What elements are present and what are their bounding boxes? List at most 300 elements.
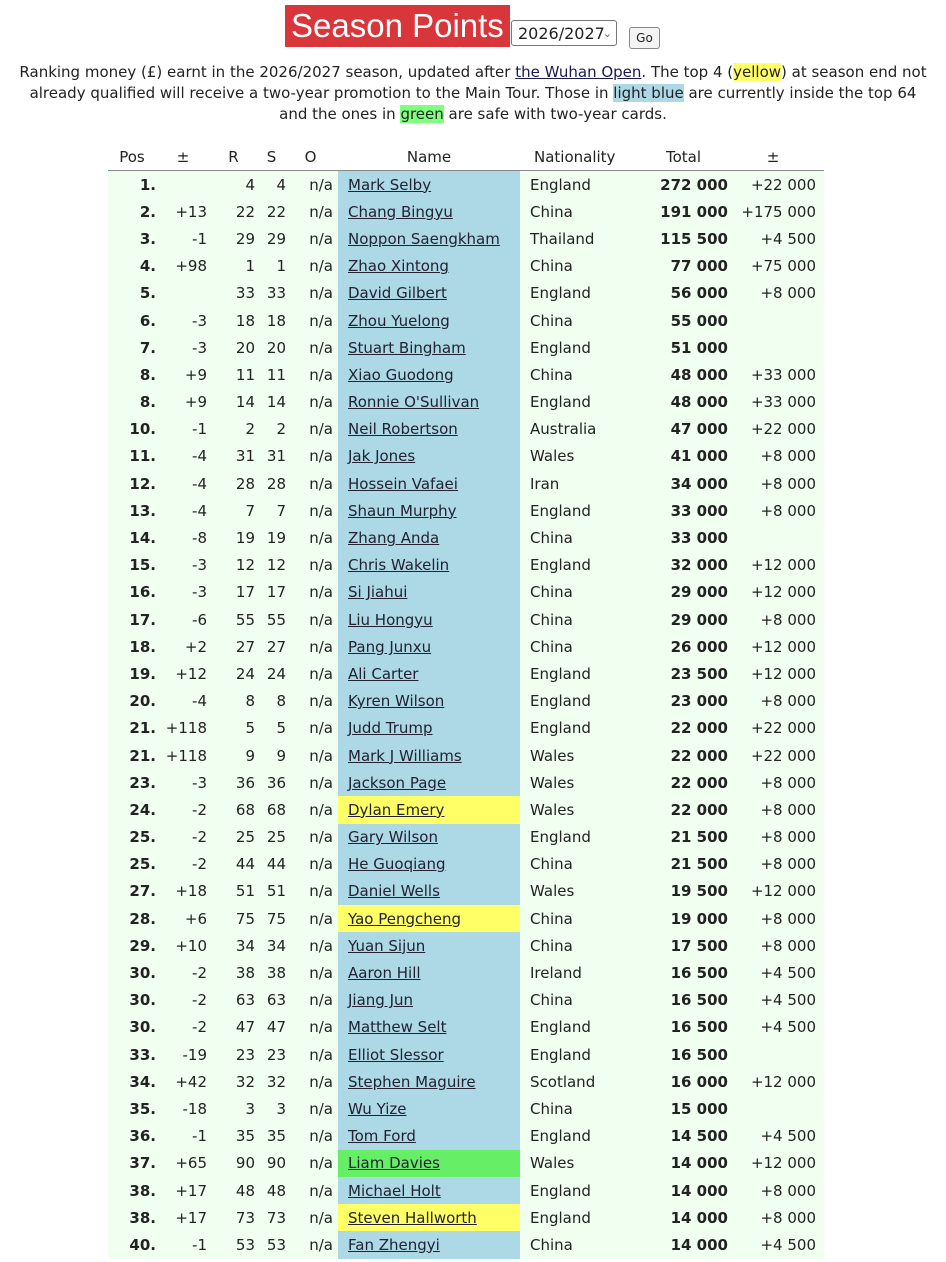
- player-link[interactable]: Jiang Jun: [348, 991, 414, 1010]
- table-row: [108, 878, 824, 905]
- cell-r: 53: [212, 1231, 257, 1258]
- cell-total-change: +8 000: [730, 905, 824, 932]
- table-row: [108, 443, 824, 470]
- cell-nationality: China: [520, 987, 639, 1014]
- cell-s: 90: [257, 1150, 288, 1177]
- cell-total: 21 500: [639, 824, 730, 851]
- cell-total-change: +8 000: [730, 443, 824, 470]
- cell-nationality: England: [520, 171, 639, 199]
- cell-pos-change: +98: [159, 253, 212, 280]
- cell-pos-change: [159, 171, 212, 199]
- cell-o: n/a: [288, 334, 338, 361]
- cell-s: 75: [257, 905, 288, 932]
- cell-r: 29: [212, 225, 257, 252]
- cell-name: [338, 171, 520, 199]
- cell-total-change: +8 000: [730, 769, 824, 796]
- player-link[interactable]: Wu Yize: [348, 1099, 407, 1118]
- header-name[interactable]: Name: [338, 143, 520, 171]
- player-link[interactable]: Shaun Murphy: [348, 501, 457, 520]
- page-title: Season Points: [285, 5, 510, 47]
- table-row: [108, 1231, 824, 1258]
- header-pos[interactable]: Pos: [108, 143, 159, 171]
- cell-s: 73: [257, 1204, 288, 1231]
- cell-r: 7: [212, 497, 257, 524]
- player-link[interactable]: Mark J Williams: [348, 746, 462, 765]
- player-link[interactable]: Jackson Page: [348, 773, 447, 792]
- cell-r: 3: [212, 1095, 257, 1122]
- cell-s: 35: [257, 1123, 288, 1150]
- cell-name: [338, 497, 520, 524]
- table-row: [108, 1123, 824, 1150]
- cell-pos-change: -2: [159, 959, 212, 986]
- cell-total: 51 000: [639, 334, 730, 361]
- player-link[interactable]: Tom Ford: [348, 1127, 416, 1146]
- cell-o: n/a: [288, 416, 338, 443]
- table-row: [108, 660, 824, 687]
- cell-total: 22 000: [639, 769, 730, 796]
- cell-r: 75: [212, 905, 257, 932]
- cell-nationality: China: [520, 198, 639, 225]
- cell-name: [338, 1177, 520, 1204]
- player-link[interactable]: David Gilbert: [348, 284, 447, 303]
- cell-o: n/a: [288, 524, 338, 551]
- player-link[interactable]: Daniel Wells: [348, 882, 440, 901]
- table-row: [108, 307, 824, 334]
- cell-pos: 5.: [108, 280, 159, 307]
- table-body: [108, 171, 824, 1259]
- cell-pos: 30.: [108, 959, 159, 986]
- cell-total: 56 000: [639, 280, 730, 307]
- cell-o: n/a: [288, 225, 338, 252]
- player-link[interactable]: Aaron Hill: [348, 964, 421, 983]
- cell-total: 33 000: [639, 497, 730, 524]
- cell-r: 24: [212, 660, 257, 687]
- cell-pos: 36.: [108, 1123, 159, 1150]
- table-row: [108, 824, 824, 851]
- cell-o: n/a: [288, 497, 338, 524]
- cell-nationality: England: [520, 1204, 639, 1231]
- cell-o: n/a: [288, 851, 338, 878]
- cell-pos: 38.: [108, 1177, 159, 1204]
- cell-total-change: +4 500: [730, 1123, 824, 1150]
- cell-total-change: [730, 1095, 824, 1122]
- player-link[interactable]: Fan Zhengyi: [348, 1235, 440, 1254]
- cell-r: 2: [212, 416, 257, 443]
- table-row: [108, 633, 824, 660]
- cell-o: n/a: [288, 769, 338, 796]
- cell-r: 35: [212, 1123, 257, 1150]
- cell-s: 1: [257, 253, 288, 280]
- cell-pos: 17.: [108, 606, 159, 633]
- cell-total-change: +8 000: [730, 497, 824, 524]
- cell-pos: 14.: [108, 524, 159, 551]
- cell-name: [338, 361, 520, 388]
- cell-total-change: +8 000: [730, 470, 824, 497]
- player-link[interactable]: Liam Davies: [348, 1154, 440, 1173]
- cell-pos-change: -1: [159, 1231, 212, 1258]
- cell-total-change: +22 000: [730, 742, 824, 769]
- table-row: [108, 497, 824, 524]
- table-row: [108, 1014, 824, 1041]
- table-row: [108, 334, 824, 361]
- table-row: [108, 389, 824, 416]
- cell-o: n/a: [288, 1095, 338, 1122]
- cell-pos: 27.: [108, 878, 159, 905]
- cell-total: 16 500: [639, 1014, 730, 1041]
- cell-o: n/a: [288, 633, 338, 660]
- cell-r: 4: [212, 171, 257, 199]
- cell-r: 18: [212, 307, 257, 334]
- player-link[interactable]: Si Jiahui: [348, 583, 408, 602]
- player-link[interactable]: Gary Wilson: [348, 828, 438, 847]
- cell-pos-change: -4: [159, 470, 212, 497]
- player-link[interactable]: Ali Carter: [348, 664, 419, 683]
- header-total-change[interactable]: ±: [730, 143, 824, 171]
- cell-nationality: China: [520, 633, 639, 660]
- cell-o: n/a: [288, 987, 338, 1014]
- table-row: [108, 1150, 824, 1177]
- cell-nationality: Wales: [520, 742, 639, 769]
- cell-pos: 24.: [108, 796, 159, 823]
- cell-s: 51: [257, 878, 288, 905]
- cell-total-change: +8 000: [730, 688, 824, 715]
- player-link[interactable]: Jak Jones: [348, 447, 416, 466]
- light-blue-legend: light blue: [613, 84, 684, 102]
- intro-text-part: Ranking money (£) earnt in the 2026/2027 season, updated after: [19, 63, 516, 81]
- cell-total: 14 000: [639, 1231, 730, 1258]
- cell-s: 12: [257, 552, 288, 579]
- player-link[interactable]: Matthew Selt: [348, 1018, 447, 1037]
- cell-r: 32: [212, 1068, 257, 1095]
- cell-s: 44: [257, 851, 288, 878]
- cell-total-change: +12 000: [730, 1068, 824, 1095]
- cell-total: 29 000: [639, 579, 730, 606]
- cell-o: n/a: [288, 796, 338, 823]
- player-link[interactable]: Xiao Guodong: [348, 365, 454, 384]
- cell-total-change: +4 500: [730, 1231, 824, 1258]
- cell-nationality: England: [520, 688, 639, 715]
- cell-total: 33 000: [639, 524, 730, 551]
- cell-r: 23: [212, 1041, 257, 1068]
- cell-name: [338, 552, 520, 579]
- cell-name: [338, 1068, 520, 1095]
- cell-total-change: +12 000: [730, 878, 824, 905]
- cell-r: 34: [212, 932, 257, 959]
- cell-r: 73: [212, 1204, 257, 1231]
- cell-total-change: +8 000: [730, 851, 824, 878]
- cell-r: 55: [212, 606, 257, 633]
- cell-total: 16 500: [639, 987, 730, 1014]
- player-link[interactable]: Kyren Wilson: [348, 692, 445, 711]
- player-link[interactable]: Chang Bingyu: [348, 202, 453, 221]
- player-link[interactable]: Zhou Yuelong: [348, 311, 450, 330]
- cell-o: n/a: [288, 878, 338, 905]
- cell-nationality: China: [520, 932, 639, 959]
- player-link[interactable]: Zhao Xintong: [348, 257, 449, 276]
- cell-pos: 28.: [108, 905, 159, 932]
- cell-pos: 35.: [108, 1095, 159, 1122]
- cell-total: 15 000: [639, 1095, 730, 1122]
- cell-o: n/a: [288, 307, 338, 334]
- cell-total: 47 000: [639, 416, 730, 443]
- cell-pos-change: -4: [159, 497, 212, 524]
- table-row: [108, 280, 824, 307]
- cell-total: 22 000: [639, 742, 730, 769]
- cell-s: 5: [257, 715, 288, 742]
- player-link[interactable]: Yao Pengcheng: [348, 909, 462, 928]
- cell-pos-change: -3: [159, 334, 212, 361]
- cell-pos: 8.: [108, 389, 159, 416]
- cell-total-change: +33 000: [730, 361, 824, 388]
- table-row: [108, 742, 824, 769]
- cell-nationality: Iran: [520, 470, 639, 497]
- cell-s: 48: [257, 1177, 288, 1204]
- cell-o: n/a: [288, 688, 338, 715]
- cell-s: 11: [257, 361, 288, 388]
- cell-o: n/a: [288, 579, 338, 606]
- cell-total: 29 000: [639, 606, 730, 633]
- player-link[interactable]: Dylan Emery: [348, 800, 445, 819]
- cell-o: n/a: [288, 361, 338, 388]
- cell-total-change: +22 000: [730, 715, 824, 742]
- cell-o: n/a: [288, 1123, 338, 1150]
- cell-total: 115 500: [639, 225, 730, 252]
- player-link[interactable]: Zhang Anda: [348, 529, 440, 548]
- cell-s: 32: [257, 1068, 288, 1095]
- cell-nationality: England: [520, 552, 639, 579]
- cell-total: 21 500: [639, 851, 730, 878]
- header-s[interactable]: S: [257, 143, 288, 171]
- cell-pos-change: -3: [159, 307, 212, 334]
- cell-pos: 11.: [108, 443, 159, 470]
- cell-pos-change: +17: [159, 1204, 212, 1231]
- cell-nationality: China: [520, 307, 639, 334]
- cell-s: 3: [257, 1095, 288, 1122]
- header-r[interactable]: R: [212, 143, 257, 171]
- cell-pos: 29.: [108, 932, 159, 959]
- table-row: [108, 171, 824, 199]
- cell-name: [338, 1041, 520, 1068]
- header-total[interactable]: Total: [639, 143, 730, 171]
- cell-total: 14 500: [639, 1123, 730, 1150]
- cell-pos-change: -1: [159, 416, 212, 443]
- table-row: [108, 470, 824, 497]
- cell-total: 14 000: [639, 1150, 730, 1177]
- player-link[interactable]: Stephen Maguire: [348, 1072, 476, 1091]
- cell-nationality: Wales: [520, 1150, 639, 1177]
- header-o[interactable]: O: [288, 143, 338, 171]
- cell-nationality: China: [520, 606, 639, 633]
- cell-total-change: +12 000: [730, 579, 824, 606]
- header-pos-change[interactable]: ±: [159, 143, 212, 171]
- table-row: [108, 579, 824, 606]
- cell-o: n/a: [288, 606, 338, 633]
- cell-pos-change: +18: [159, 878, 212, 905]
- cell-pos-change: +65: [159, 1150, 212, 1177]
- cell-total: 22 000: [639, 715, 730, 742]
- cell-total: 19 500: [639, 878, 730, 905]
- player-link[interactable]: Mark Selby: [348, 175, 432, 194]
- cell-r: 44: [212, 851, 257, 878]
- cell-name: [338, 443, 520, 470]
- cell-pos: 30.: [108, 1014, 159, 1041]
- table-row: [108, 524, 824, 551]
- cell-r: 38: [212, 959, 257, 986]
- table-row: [108, 851, 824, 878]
- cell-r: 25: [212, 824, 257, 851]
- cell-o: n/a: [288, 198, 338, 225]
- cell-s: 38: [257, 959, 288, 986]
- player-link[interactable]: Liu Hongyu: [348, 610, 433, 629]
- player-link[interactable]: He Guoqiang: [348, 855, 446, 874]
- cell-nationality: England: [520, 280, 639, 307]
- cell-name: [338, 1014, 520, 1041]
- player-link[interactable]: Pang Junxu: [348, 637, 432, 656]
- cell-pos: 19.: [108, 660, 159, 687]
- cell-total: 32 000: [639, 552, 730, 579]
- cell-r: 90: [212, 1150, 257, 1177]
- cell-r: 31: [212, 443, 257, 470]
- season-select[interactable]: [511, 20, 617, 46]
- cell-r: 8: [212, 688, 257, 715]
- go-button[interactable]: Go: [629, 27, 660, 49]
- cell-total: 22 000: [639, 796, 730, 823]
- cell-nationality: England: [520, 1041, 639, 1068]
- cell-total-change: +4 500: [730, 987, 824, 1014]
- cell-name: [338, 1231, 520, 1258]
- cell-total-change: +8 000: [730, 1204, 824, 1231]
- table-row: [108, 1068, 824, 1095]
- cell-o: n/a: [288, 715, 338, 742]
- player-link[interactable]: Elliot Slessor: [348, 1045, 444, 1064]
- cell-r: 48: [212, 1177, 257, 1204]
- cell-total: 16 500: [639, 959, 730, 986]
- cell-o: n/a: [288, 1014, 338, 1041]
- cell-name: [338, 742, 520, 769]
- player-link[interactable]: Stuart Bingham: [348, 338, 466, 357]
- cell-pos: 38.: [108, 1204, 159, 1231]
- cell-s: 7: [257, 497, 288, 524]
- cell-s: 24: [257, 660, 288, 687]
- table-row: [108, 1204, 824, 1231]
- player-link[interactable]: Yuan Sijun: [348, 936, 426, 955]
- cell-pos-change: +118: [159, 742, 212, 769]
- cell-pos-change: +13: [159, 198, 212, 225]
- cell-pos: 3.: [108, 225, 159, 252]
- cell-pos: 25.: [108, 851, 159, 878]
- player-link[interactable]: Judd Trump: [348, 719, 433, 738]
- cell-o: n/a: [288, 253, 338, 280]
- cell-pos-change: -3: [159, 769, 212, 796]
- cell-name: [338, 416, 520, 443]
- cell-nationality: England: [520, 824, 639, 851]
- cell-total: 16 000: [639, 1068, 730, 1095]
- chevron-down-icon: ⌄: [602, 27, 612, 40]
- cell-pos-change: -6: [159, 606, 212, 633]
- cell-pos: 30.: [108, 987, 159, 1014]
- player-link[interactable]: Hossein Vafaei: [348, 474, 458, 493]
- table-row: [108, 769, 824, 796]
- cell-total-change: +12 000: [730, 660, 824, 687]
- green-legend: green: [400, 105, 444, 123]
- table-row: [108, 416, 824, 443]
- cell-total-change: +33 000: [730, 389, 824, 416]
- cell-s: 33: [257, 280, 288, 307]
- cell-o: n/a: [288, 171, 338, 199]
- table-header-row: [108, 143, 824, 171]
- table-row: [108, 932, 824, 959]
- cell-pos-change: +6: [159, 905, 212, 932]
- page-header: [0, 5, 946, 49]
- cell-pos-change: -18: [159, 1095, 212, 1122]
- cell-r: 5: [212, 715, 257, 742]
- cell-nationality: China: [520, 579, 639, 606]
- cell-s: 9: [257, 742, 288, 769]
- player-link[interactable]: Noppon Saengkham: [348, 229, 500, 248]
- cell-pos: 37.: [108, 1150, 159, 1177]
- cell-r: 47: [212, 1014, 257, 1041]
- header-nationality[interactable]: Nationality: [520, 143, 639, 171]
- player-link[interactable]: Steven Hallworth: [348, 1208, 477, 1227]
- player-link[interactable]: Ronnie O'Sullivan: [348, 393, 480, 412]
- cell-total-change: +22 000: [730, 416, 824, 443]
- cell-o: n/a: [288, 1068, 338, 1095]
- cell-total: 14 000: [639, 1177, 730, 1204]
- cell-nationality: China: [520, 905, 639, 932]
- cell-total: 26 000: [639, 633, 730, 660]
- cell-o: n/a: [288, 905, 338, 932]
- cell-pos: 2.: [108, 198, 159, 225]
- cell-s: 25: [257, 824, 288, 851]
- cell-pos-change: +10: [159, 932, 212, 959]
- cell-s: 19: [257, 524, 288, 551]
- cell-pos-change: -4: [159, 443, 212, 470]
- cell-total-change: +4 500: [730, 1014, 824, 1041]
- tournament-link[interactable]: the Wuhan Open: [515, 63, 642, 81]
- cell-name: [338, 660, 520, 687]
- cell-total: 48 000: [639, 389, 730, 416]
- cell-pos: 16.: [108, 579, 159, 606]
- cell-s: 36: [257, 769, 288, 796]
- cell-name: [338, 1095, 520, 1122]
- cell-name: [338, 878, 520, 905]
- cell-total-change: +175 000: [730, 198, 824, 225]
- cell-total: 34 000: [639, 470, 730, 497]
- cell-pos-change: -2: [159, 987, 212, 1014]
- table-row: [108, 796, 824, 823]
- rankings-table: [108, 143, 824, 1259]
- cell-name: [338, 198, 520, 225]
- cell-pos-change: +9: [159, 389, 212, 416]
- player-link[interactable]: Chris Wakelin: [348, 556, 450, 575]
- cell-o: n/a: [288, 959, 338, 986]
- cell-r: 9: [212, 742, 257, 769]
- player-link[interactable]: Michael Holt: [348, 1181, 441, 1200]
- player-link[interactable]: Neil Robertson: [348, 420, 458, 439]
- cell-total-change: +12 000: [730, 1150, 824, 1177]
- cell-nationality: Ireland: [520, 959, 639, 986]
- cell-o: n/a: [288, 280, 338, 307]
- cell-nationality: China: [520, 524, 639, 551]
- cell-total-change: [730, 1041, 824, 1068]
- cell-total-change: +12 000: [730, 552, 824, 579]
- cell-pos: 12.: [108, 470, 159, 497]
- cell-pos: 23.: [108, 769, 159, 796]
- cell-pos-change: -1: [159, 225, 212, 252]
- cell-name: [338, 253, 520, 280]
- cell-nationality: Wales: [520, 796, 639, 823]
- cell-s: 63: [257, 987, 288, 1014]
